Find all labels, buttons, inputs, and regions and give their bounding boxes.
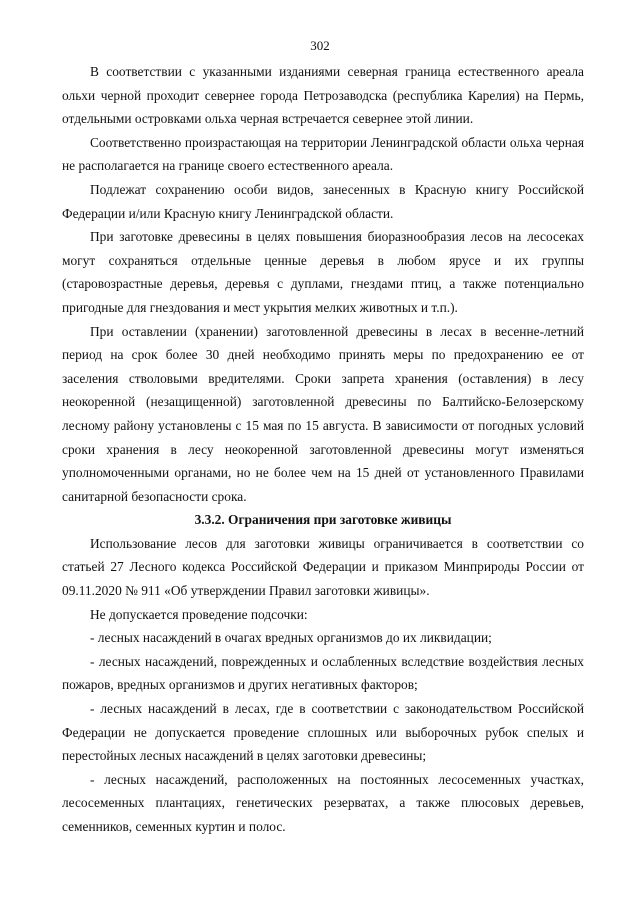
page-number: 302 [310,38,330,53]
section-heading: 3.3.2. Ограничения при заготовке живицы [194,512,452,528]
list-item: - лесных насаждений, поврежденных и ослабленных вследствие воздействия лесных пожаров, вредных организмов и других негативных факторов; [62,653,584,693]
page-body [62,60,584,839]
list-item: - лесных насаждений, расположенных на постоянных лесосеменных участках, лесосеменных плантациях, генетических резерватах, а также плюсовых деревьев, семенников, семенных куртин и полос. [62,771,584,834]
paragraph-biodiversity: При заготовке древесины в целях повышения биоразнообразия лесов на лесосеках могут сохраняться отдельные ценные деревья в любом ярусе и их группы (старовозрастные деревья, деревья с дуплами, гнездами птиц, а также потенциально пригодные для гнездования и мест укрытия мелких животных и т.п.). [62,229,584,315]
paragraph-alder-leningrad: Соответственно произрастающая на территории Ленинградской области ольха черная не располагается на границе своего естественного ареала. [62,134,584,174]
list-item: - лесных насаждений в лесах, где в соответствии с законодательством Российской Федерации не допускается проведение сплошных или выборочных рубок спелых и перестойных лесных насаждений в целях заготовки древесины; [62,701,584,764]
paragraph-timber-storage: При оставлении (хранении) заготовленной древесины в лесах в весенне-летний период на срок более 30 дней необходимо принять меры по предохранению ее от заселения стволовыми вредителями. Сроки запрета хранения (оставления) в лесу неокоренной (незащищенной) заготовленной древесины по Балтийско-Белозерскому лесному району установлены с 15 мая по 15 августа. В зависимости от погодных условий сроки хранения в лесу неокоренной заготовленной древесины могут изменяться уполномоченными органами, но не более чем на 15 дней от установленного Правилами санитарной безопасности срока. [62,323,584,504]
list-item: - лесных насаждений в очагах вредных организмов до их ликвидации; [90,630,492,646]
paragraph-red-book: Подлежат сохранению особи видов, занесенных в Красную книгу Российской Федерации и/или Красную книгу Ленинградской области. [62,181,584,221]
paragraph-tapping-prohibited: Не допускается проведение подсочки: [90,606,308,622]
paragraph-alder-range: В соответствии с указанными изданиями северная граница естественного ареала ольхи черной проходит севернее города Петрозаводска (республика Карелия) на Пермь, отдельными островками ольха черная встречается севернее этой линии. [62,64,584,127]
paragraph-resin-law: Использование лесов для заготовки живицы ограничивается в соответствии со статьей 27 Лесного кодекса Российской Федерации и приказом Минприроды России от 09.11.2020 № 911 «Об утверждении Правил заготовки живицы». [62,535,584,599]
